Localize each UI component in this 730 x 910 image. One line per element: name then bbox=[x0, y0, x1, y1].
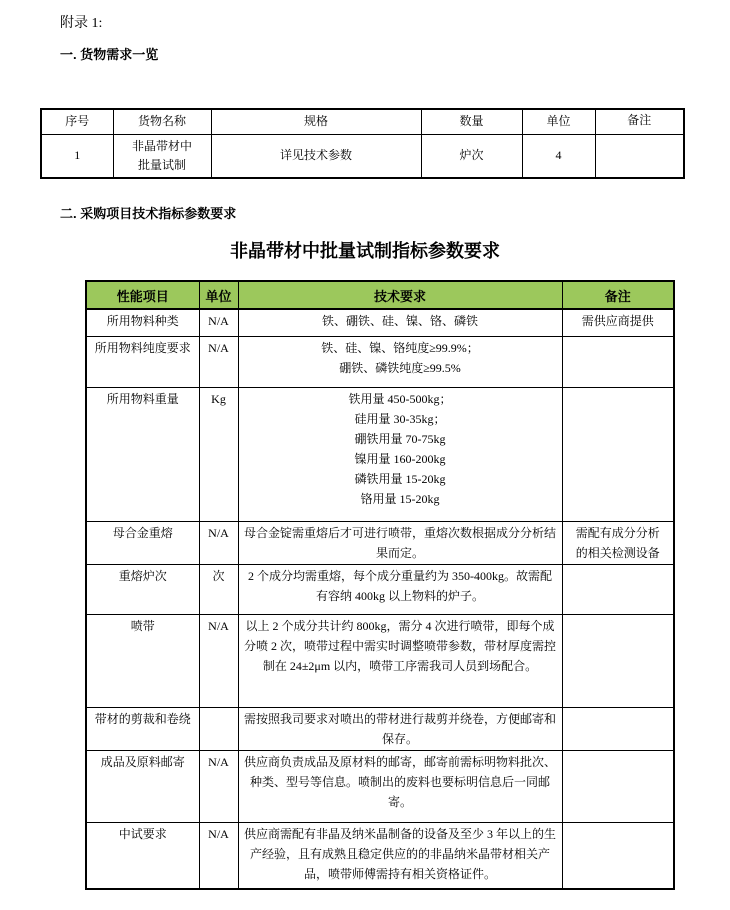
spec-item: 中试要求 bbox=[86, 822, 199, 889]
spec-row-remelt-heats bbox=[86, 564, 674, 614]
spec-unit: N/A bbox=[199, 336, 238, 387]
goods-unit: 4 bbox=[522, 134, 595, 178]
spec-row-remelt bbox=[86, 521, 674, 564]
req-line: 铁、硅、镍、铬纯度≥99.9%； bbox=[321, 340, 479, 355]
spec-note: 需配有成分分析的相关检测设备 bbox=[562, 521, 674, 564]
appendix-label: 附录 1: bbox=[60, 16, 103, 31]
req-line: 铁用量 450-500kg； bbox=[348, 391, 452, 406]
spec-req bbox=[238, 822, 562, 889]
spec-req bbox=[238, 614, 562, 707]
goods-name: 非晶带材中批量试制 bbox=[113, 134, 211, 178]
spec-note: 需供应商提供 bbox=[562, 309, 674, 336]
spec-row-ribbon-spraying bbox=[86, 614, 674, 707]
spec-table-title: 非晶带材中批量试制指标参数要求 bbox=[230, 241, 500, 261]
spec-col-req: 技术要求 bbox=[238, 281, 562, 309]
spec-item: 重熔炉次 bbox=[86, 564, 199, 614]
goods-spec: 详见技术参数 bbox=[211, 134, 421, 178]
spec-item: 所用物料重量 bbox=[86, 387, 199, 521]
goods-col-seq: 序号 bbox=[41, 109, 113, 134]
spec-note bbox=[562, 822, 674, 889]
section1-heading: 一. 货物需求一览 bbox=[60, 47, 159, 62]
spec-req bbox=[238, 336, 562, 387]
spec-unit: N/A bbox=[199, 521, 238, 564]
goods-col-unit: 单位 bbox=[522, 109, 595, 134]
spec-req bbox=[238, 387, 562, 521]
section2-heading: 二. 采购项目技术指标参数要求 bbox=[60, 206, 237, 221]
spec-item: 成品及原料邮寄 bbox=[86, 750, 199, 822]
spec-note bbox=[562, 750, 674, 822]
req-line: 铬用量 15-20kg bbox=[360, 491, 440, 506]
goods-col-qty: 数量 bbox=[421, 109, 522, 134]
spec-unit: 次 bbox=[199, 564, 238, 614]
goods-table bbox=[40, 108, 685, 179]
goods-col-name: 货物名称 bbox=[113, 109, 211, 134]
spec-item: 所用物料纯度要求 bbox=[86, 336, 199, 387]
spec-row-material-weight bbox=[86, 387, 674, 521]
req-line: 以上 2 个成分共计约 800kg，需分 4 次进行喷带，即每个成分喷 2 次，喷带过程中需实时调整喷带参数，带材厚度需控制在 24±2μm 以内，喷带工序需我司人员到场配合。 bbox=[243, 618, 556, 673]
spec-req bbox=[238, 707, 562, 750]
spec-col-unit: 单位 bbox=[199, 281, 238, 309]
goods-col-note: 备注 bbox=[595, 109, 684, 134]
goods-qty: 炉次 bbox=[421, 134, 522, 178]
req-line: 供应商负责成品及原材料的邮寄，邮寄前需标明物料批次、种类、型号等信息。喷制出的废料也要标明信息后一同邮寄。 bbox=[243, 754, 556, 809]
spec-note bbox=[562, 387, 674, 521]
spec-note bbox=[562, 614, 674, 707]
spec-row-material-purity bbox=[86, 336, 674, 387]
req-line: 镍用量 160-200kg bbox=[354, 451, 446, 466]
spec-note bbox=[562, 336, 674, 387]
spec-req bbox=[238, 750, 562, 822]
spec-col-item: 性能项目 bbox=[86, 281, 199, 309]
spec-note bbox=[562, 707, 674, 750]
spec-unit: N/A bbox=[199, 750, 238, 822]
spec-row-cut-and-wind bbox=[86, 707, 674, 750]
spec-item: 带材的剪裁和卷绕 bbox=[86, 707, 199, 750]
spec-item: 所用物料种类 bbox=[86, 309, 199, 336]
spec-header-row bbox=[86, 281, 674, 309]
spec-req bbox=[238, 564, 562, 614]
spec-row-material-types bbox=[86, 309, 674, 336]
spec-unit: N/A bbox=[199, 309, 238, 336]
spec-row-pilot-requirements bbox=[86, 822, 674, 889]
goods-row bbox=[41, 134, 684, 178]
spec-table bbox=[85, 280, 675, 890]
spec-unit: N/A bbox=[199, 614, 238, 707]
req-line: 硅用量 30-35kg； bbox=[354, 411, 446, 426]
spec-note bbox=[562, 564, 674, 614]
req-line: 需按照我司要求对喷出的带材进行裁剪并绕卷，方便邮寄和保存。 bbox=[243, 711, 556, 746]
req-line: 铁、硼铁、硅、镍、铬、磷铁 bbox=[321, 314, 478, 328]
spec-unit: Kg bbox=[199, 387, 238, 521]
req-line: 供应商需配有非晶及纳米晶制备的设备及至少 3 年以上的生产经验，且有成熟且稳定供应的的非晶纳米晶带材相关产品，喷带师傅需持有相关资格证件。 bbox=[243, 826, 556, 881]
goods-seq: 1 bbox=[41, 134, 113, 178]
req-line: 磷铁用量 15-20kg bbox=[354, 471, 446, 486]
goods-note bbox=[595, 134, 684, 178]
req-line: 2 个成分均需重熔，每个成分重量约为 350-400kg。故需配有容纳 400kg 以上物料的炉子。 bbox=[248, 568, 552, 603]
goods-col-spec: 规格 bbox=[211, 109, 421, 134]
req-line: 母合金锭需重熔后才可进行喷带，重熔次数根据成分分析结果而定。 bbox=[243, 525, 556, 560]
spec-req bbox=[238, 309, 562, 336]
spec-item: 母合金重熔 bbox=[86, 521, 199, 564]
goods-header-row bbox=[41, 109, 684, 134]
spec-req bbox=[238, 521, 562, 564]
spec-unit bbox=[199, 707, 238, 750]
spec-col-note: 备注 bbox=[562, 281, 674, 309]
spec-item: 喷带 bbox=[86, 614, 199, 707]
spec-row-mailing bbox=[86, 750, 674, 822]
req-line: 硼铁、磷铁纯度≥99.5% bbox=[339, 360, 461, 375]
req-line: 硼铁用量 70-75kg bbox=[354, 431, 446, 446]
spec-unit: N/A bbox=[199, 822, 238, 889]
